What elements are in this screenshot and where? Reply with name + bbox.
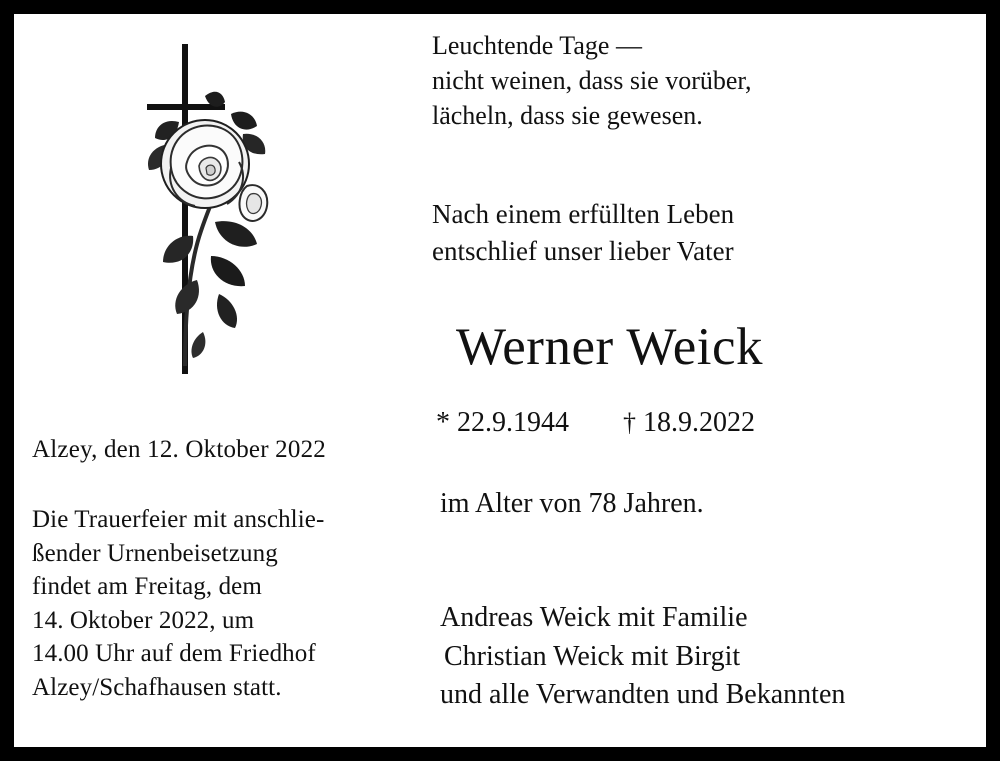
cross-with-rose-icon <box>119 36 319 396</box>
deceased-name: Werner Weick <box>456 318 763 376</box>
survivor-line: und alle Verwandten und Bekannten <box>440 679 846 711</box>
ceremony-details <box>32 503 402 704</box>
birth-date: 22.9.1944 <box>457 407 569 438</box>
poem-line: Leuchtende Tage — <box>432 31 642 60</box>
ceremony-line: findet am Freitag, dem <box>32 573 262 601</box>
life-dates <box>436 406 976 440</box>
survivor-line: Andreas Weick mit Familie <box>440 602 748 633</box>
survivors-list <box>440 599 992 715</box>
left-text-block <box>32 434 402 704</box>
ceremony-line: Die Trauerfeier mit anschlie- <box>32 506 325 534</box>
intro-line: Nach einem erfüllten Leben <box>432 199 735 229</box>
ceremony-line: 14. Oktober 2022, um <box>32 606 255 634</box>
memorial-poem <box>432 28 982 133</box>
ceremony-line: 14.00 Uhr auf dem Friedhof <box>32 640 316 668</box>
birth-symbol: * <box>436 407 450 438</box>
notice-content <box>14 14 986 747</box>
death-symbol: † <box>623 408 636 437</box>
place-and-date: Alzey, den 12. Oktober 2022 <box>32 436 326 463</box>
left-column <box>14 14 414 747</box>
survivor-line: Christian Weick mit Birgit <box>444 640 741 672</box>
age-line: im Alter von 78 Jahren. <box>440 488 704 519</box>
ceremony-line: Alzey/Schafhausen statt. <box>32 673 282 701</box>
right-column <box>418 14 986 747</box>
intro-text <box>432 196 982 271</box>
intro-line: entschlief unser lieber Vater <box>432 236 734 267</box>
poem-line: nicht weinen, dass sie vorüber, <box>432 66 752 96</box>
death-date: 18.9.2022 <box>643 407 755 438</box>
ceremony-line: ßender Urnenbeisetzung <box>32 539 278 567</box>
poem-line: lächeln, dass sie gewesen. <box>432 101 703 131</box>
